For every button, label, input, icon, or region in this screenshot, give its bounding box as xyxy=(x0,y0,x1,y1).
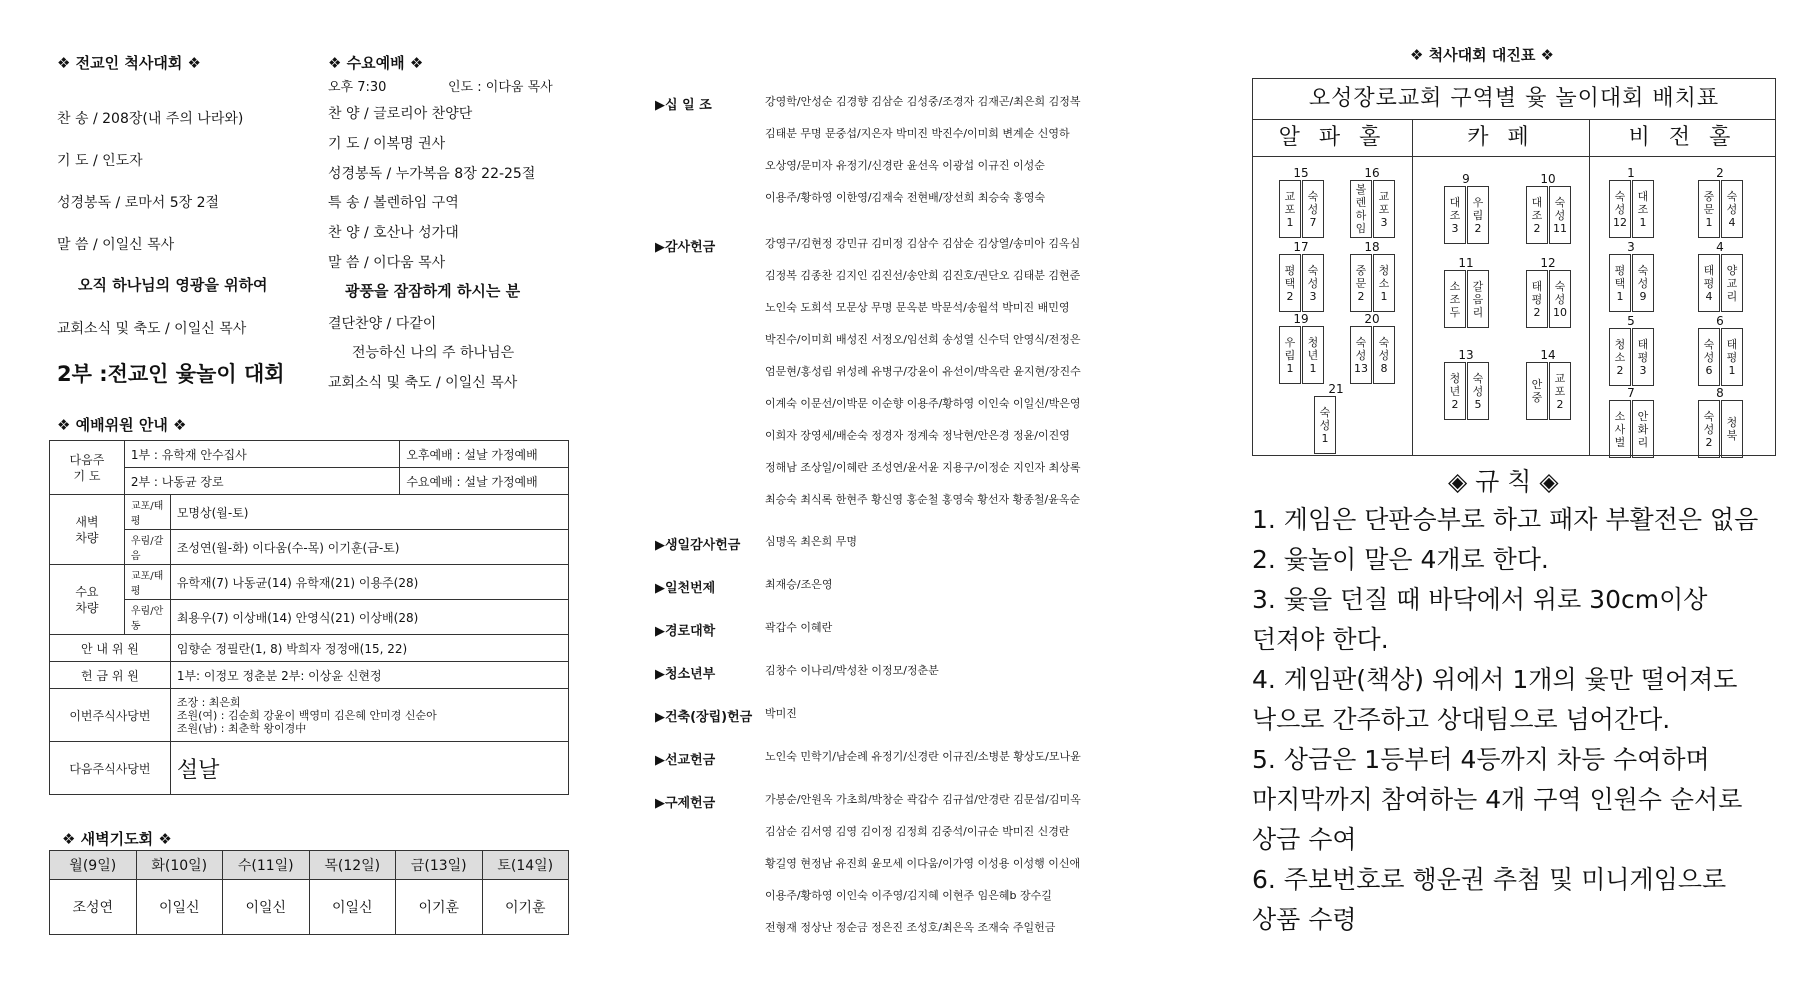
team-number: 16 xyxy=(1364,166,1380,180)
offering-names xyxy=(765,228,1081,516)
rule-line: 4. 게임판(책상) 위에서 1개의 윷만 떨어져도 xyxy=(1252,665,1738,694)
team-2 xyxy=(1697,166,1743,238)
team-number: 12 xyxy=(1540,256,1556,270)
offering-label: ▶건축(장립)헌금 xyxy=(655,710,753,725)
dawn-leader: 이일신 xyxy=(309,880,396,935)
meal-duty-this-week: 조장 : 최은희 조원(여) : 김순희 강윤이 백영미 김은혜 안미경 신순아 조원(남) : 최춘학 왕이경中 xyxy=(170,689,568,742)
festival-prayer: 기 도 / 인도자 xyxy=(57,153,143,169)
offering-line: 강영학/안성순 김경향 김삼순 김성중/조경자 김재곤/최은희 김정복 xyxy=(765,95,1081,108)
offering-line: 김삼순 김서영 김영 김이정 김정희 김중석/이규순 박미진 신경란 xyxy=(765,825,1070,838)
offering-line: 김태분 무명 문중섭/지은자 박미진 박진수/이미희 변계순 신영하 xyxy=(765,127,1070,140)
usher-names: 임향순 정필란(1, 8) 박희자 정정애(15, 22) xyxy=(170,635,568,662)
offering-label: ▶생일감사헌금 xyxy=(655,538,741,553)
offering-line: 전형재 정상난 정순금 정은진 조성호/최은옥 조재숙 주일헌금 xyxy=(765,921,1056,934)
team-number: 6 xyxy=(1716,314,1724,328)
offering-label: ▶십 일 조 xyxy=(655,98,712,113)
offering-staff-label: 헌 금 위 원 xyxy=(50,662,171,689)
offering-label: ▶구제헌금 xyxy=(655,796,716,811)
offering-line: 이계숙 이문선/이박문 이순향 이용주/황하영 이인숙 이일신/박은영 xyxy=(765,397,1081,410)
dawn-day: 월(9일) xyxy=(50,851,137,880)
team-number: 3 xyxy=(1627,240,1635,254)
team-8 xyxy=(1697,386,1743,458)
section-title-bracket: ❖ 척사대회 대진표 ❖ xyxy=(1410,46,1554,64)
festival-part2: 2부 :전교인 윷놀이 대회 xyxy=(57,362,285,386)
team-slot: 우 림 1 xyxy=(1279,326,1301,384)
team-7 xyxy=(1608,386,1654,458)
zone-label: 알 파 홀 xyxy=(1253,120,1412,157)
team-slot: 청 년 1 xyxy=(1302,326,1324,384)
wednesday-sermon-title: 광풍을 잠잠하게 하시는 분 xyxy=(345,282,521,300)
team-slot: 숙 성 1 xyxy=(1314,396,1336,454)
team-slot: 평 택 1 xyxy=(1609,254,1631,312)
wednesday-service: 수요예배 : 설날 가정예배 xyxy=(400,468,569,495)
team-number: 17 xyxy=(1293,240,1309,254)
yut-bracket-board xyxy=(1252,78,1776,456)
offering-label: ▶선교헌금 xyxy=(655,753,716,768)
dawn-route1: 교포/태평 xyxy=(124,495,170,530)
dawn-route2-drivers: 조성연(월-화) 이다움(수-목) 이기훈(금-토) xyxy=(170,530,568,565)
team-slot: 중 문 2 xyxy=(1350,254,1372,312)
offering-line: 최재승/조은영 xyxy=(765,578,833,591)
dawn-leader: 이기훈 xyxy=(396,880,483,935)
wednesday-news: 교회소식 및 축도 / 이일신 목사 xyxy=(328,375,518,391)
team-number: 2 xyxy=(1716,166,1724,180)
team-slot: 숙 성 5 xyxy=(1467,362,1489,420)
meal-duty-next-week: 설날 xyxy=(170,742,568,795)
team-slot: 태 평 3 xyxy=(1632,328,1654,386)
team-slot: 대 조 2 xyxy=(1526,186,1548,244)
team-14 xyxy=(1525,348,1571,420)
team-slot: 숙 성 12 xyxy=(1609,180,1631,238)
wednesday-special: 특 송 / 볼렌하임 구역 xyxy=(328,195,459,211)
dawn-leader: 이기훈 xyxy=(482,880,569,935)
team-number: 10 xyxy=(1540,172,1556,186)
team-slot: 청 북 xyxy=(1721,400,1743,458)
afternoon-service: 오후예배 : 설날 가정예배 xyxy=(400,441,569,468)
team-number: 18 xyxy=(1364,240,1380,254)
team-slot: 숙 성 2 xyxy=(1698,400,1720,458)
team-19 xyxy=(1278,312,1324,384)
zone-label: 카 페 xyxy=(1413,120,1589,157)
wednesday-closing-song: 전능하신 나의 주 하나님은 xyxy=(352,345,515,361)
festival-news: 교회소식 및 축도 / 이일신 목사 xyxy=(57,321,247,337)
offering-line: 가봉순/안원옥 가초희/박창순 곽갑수 김규섭/안경란 김문섭/김미옥 xyxy=(765,793,1081,806)
wed-vehicle-label: 수요 차량 xyxy=(50,565,125,635)
team-slot: 숙 성 10 xyxy=(1549,270,1571,328)
team-slot: 태 평 1 xyxy=(1721,328,1743,386)
team-slot: 교 포 1 xyxy=(1279,180,1301,238)
offering-names xyxy=(765,86,1081,214)
team-slot: 숙 성 4 xyxy=(1721,180,1743,238)
zone-cafe xyxy=(1413,120,1589,455)
rule-line: 2. 윷놀이 말은 4개로 한다. xyxy=(1252,545,1549,574)
section-title-dawn-prayer: ❖ 새벽기도회 ❖ xyxy=(62,830,172,848)
dawn-prayer-table xyxy=(49,850,569,935)
offering-line: 박진수/이미희 배성진 서정오/임선희 송성열 신수덕 안영식/전정은 xyxy=(765,333,1081,346)
rule-line: 5. 상금은 1등부터 4등까지 차등 수여하며 xyxy=(1252,745,1710,774)
team-number: 8 xyxy=(1716,386,1724,400)
wednesday-leader: 인도 : 이다움 목사 xyxy=(448,80,553,95)
team-12 xyxy=(1525,256,1571,328)
offering-line: 노인숙 도희석 모문상 무명 문옥분 박문석/송월석 박미진 배민영 xyxy=(765,301,1070,314)
offering-line: 김창수 이나리/박성찬 이정모/정춘분 xyxy=(765,664,939,677)
team-slot: 태 평 2 xyxy=(1526,270,1548,328)
team-slot: 태 평 4 xyxy=(1698,254,1720,312)
worship-staff-table xyxy=(49,440,569,795)
team-number: 20 xyxy=(1364,312,1380,326)
team-slot: 숙 성 9 xyxy=(1632,254,1654,312)
offering-line: 이용주/황하영 이인숙 이주영/김지혜 이현주 임은혜b 장수길 xyxy=(765,889,1052,902)
team-slot: 양 교 리 xyxy=(1721,254,1743,312)
offering-line: 박미진 xyxy=(765,707,797,720)
team-slot: 숙 성 13 xyxy=(1350,326,1372,384)
team-slot: 중 문 1 xyxy=(1698,180,1720,238)
team-slot: 우 림 2 xyxy=(1467,186,1489,244)
team-21 xyxy=(1313,382,1359,454)
dawn-day: 수(11일) xyxy=(223,851,310,880)
wednesday-time: 오후 7:30 xyxy=(328,80,387,95)
wednesday-choir: 찬 양 / 호산나 성가대 xyxy=(328,225,459,241)
wed-route2-drivers: 최용우(7) 이상배(14) 안영식(21) 이상배(28) xyxy=(170,600,568,635)
meal-duty-next-week-label: 다음주식사당번 xyxy=(50,742,171,795)
team-slot: 안 화 리 xyxy=(1632,400,1654,458)
team-number: 15 xyxy=(1293,166,1309,180)
wed-route1: 교포/태평 xyxy=(124,565,170,600)
wednesday-prayer: 기 도 / 이복명 권사 xyxy=(328,136,446,152)
team-number: 19 xyxy=(1293,312,1309,326)
team-13 xyxy=(1443,348,1489,420)
dawn-leader: 이일신 xyxy=(223,880,310,935)
team-number: 14 xyxy=(1540,348,1556,362)
offering-line: 최승숙 최식록 한현주 황신영 홍순철 홍영숙 황선자 황종철/윤옥순 xyxy=(765,493,1081,506)
wednesday-praise: 찬 양 / 글로리아 찬양단 xyxy=(328,106,473,122)
team-slot: 평 택 2 xyxy=(1279,254,1301,312)
team-slot: 숙 성 3 xyxy=(1302,254,1324,312)
prayer-part2: 2부 : 나동균 장로 xyxy=(124,468,399,495)
dawn-day: 화(10일) xyxy=(136,851,223,880)
team-slot: 소 조 두 xyxy=(1444,270,1466,328)
team-17 xyxy=(1278,240,1324,312)
team-1 xyxy=(1608,166,1654,238)
dawn-day: 토(14일) xyxy=(482,851,569,880)
meal-duty-this-week-label: 이번주식사당번 xyxy=(50,689,171,742)
board-title: 오성장로교회 구역별 윷 놀이대회 배치표 xyxy=(1253,79,1775,120)
offering-line: 노인숙 민학기/남순례 유정기/신경란 이규진/소병분 황상도/모나윤 xyxy=(765,750,1081,763)
offering-staff-names: 1부: 이정모 정춘분 2부: 이상윤 신현정 xyxy=(170,662,568,689)
team-slot: 대 조 1 xyxy=(1632,180,1654,238)
dawn-route1-drivers: 모명상(월-토) xyxy=(170,495,568,530)
festival-sermon: 말 씀 / 이일신 목사 xyxy=(57,237,175,253)
offering-label: ▶일천번제 xyxy=(655,581,716,596)
team-number: 9 xyxy=(1462,172,1470,186)
dawn-leader: 이일신 xyxy=(136,880,223,935)
team-slot: 숙 성 8 xyxy=(1373,326,1395,384)
dawn-day: 목(12일) xyxy=(309,851,396,880)
team-number: 1 xyxy=(1627,166,1635,180)
offering-line: 이용주/황하영 이한영/김재숙 전현배/장선희 최승숙 홍영숙 xyxy=(765,191,1046,204)
team-3 xyxy=(1608,240,1654,312)
team-16 xyxy=(1349,166,1395,238)
team-number: 7 xyxy=(1627,386,1635,400)
festival-hymn: 찬 송 / 208장(내 주의 나라와) xyxy=(57,111,244,127)
rule-line: 6. 주보번호로 행운권 추첨 및 미니게임으로 xyxy=(1252,865,1727,894)
team-slot: 숙 성 7 xyxy=(1302,180,1324,238)
usher-label: 안 내 위 원 xyxy=(50,635,171,662)
team-slot: 숙 성 6 xyxy=(1698,328,1720,386)
rule-line: 3. 윷을 던질 때 바닥에서 위로 30cm이상 xyxy=(1252,585,1708,614)
section-title-wednesday: ❖ 수요예배 ❖ xyxy=(328,54,424,72)
team-slot: 볼 렌 하 임 xyxy=(1350,180,1372,238)
team-slot: 청 년 2 xyxy=(1444,362,1466,420)
offering-line: 강영구/김현정 강민규 김미정 김삼수 김삼순 김상열/송미아 김옥심 xyxy=(765,237,1081,250)
team-10 xyxy=(1525,172,1571,244)
offering-label: ▶경로대학 xyxy=(655,624,716,639)
team-slot: 숙 성 11 xyxy=(1549,186,1571,244)
team-number: 13 xyxy=(1458,348,1474,362)
team-number: 11 xyxy=(1458,256,1474,270)
offering-line: 황길영 현정남 유진희 윤모세 이다움/이가영 이성용 이성행 이신애 xyxy=(765,857,1081,870)
team-5 xyxy=(1608,314,1654,386)
rule-line: 마지막까지 참여하는 4개 구역 인원수 순서로 xyxy=(1252,785,1743,814)
offering-line: 오상영/문미자 유정기/신경란 윤선옥 이광섭 이규진 이성순 xyxy=(765,159,1045,172)
rule-line: 낙으로 간주하고 상대팀으로 넘어간다. xyxy=(1252,705,1671,734)
team-15 xyxy=(1278,166,1324,238)
dawn-day: 금(13일) xyxy=(396,851,483,880)
offering-line: 정해남 조상일/이혜란 조성연/윤서윤 지용구/이정순 지인자 최상록 xyxy=(765,461,1081,474)
wed-route1-drivers: 유학재(7) 나동균(14) 유학재(21) 이용주(28) xyxy=(170,565,568,600)
team-slot: 소 사 벌 xyxy=(1609,400,1631,458)
team-number: 21 xyxy=(1328,382,1344,396)
team-number: 4 xyxy=(1716,240,1724,254)
team-4 xyxy=(1697,240,1743,312)
team-slot: 교 포 3 xyxy=(1373,180,1395,238)
rule-line: 던져야 한다. xyxy=(1252,625,1389,654)
dawn-route2: 우림/갈음 xyxy=(124,530,170,565)
offering-line: 엄문현/홍성림 위성례 유병구/강윤이 유선이/박옥란 윤지현/장진수 xyxy=(765,365,1081,378)
offering-line: 이희자 장영세/배순숙 정경자 정계숙 정낙현/안은경 정윤/이진영 xyxy=(765,429,1070,442)
offering-line: 심명옥 최은희 무명 xyxy=(765,535,858,548)
team-slot: 청 소 2 xyxy=(1609,328,1631,386)
offering-line: 곽갑수 이혜란 xyxy=(765,621,833,634)
team-slot: 교 포 2 xyxy=(1549,362,1571,420)
team-slot: 갈 음 리 xyxy=(1467,270,1489,328)
zone-vision-hall xyxy=(1590,120,1775,455)
section-title-festival: ❖ 전교인 척사대회 ❖ xyxy=(57,54,201,72)
offering-names xyxy=(765,784,1081,944)
rules-title: ◈ 규 칙 ◈ xyxy=(1448,467,1559,496)
wednesday-sermon: 말 씀 / 이다움 목사 xyxy=(328,255,446,271)
rule-line: 상품 수령 xyxy=(1252,905,1357,934)
team-20 xyxy=(1349,312,1395,384)
rule-line: 1. 게임은 단판승부로 하고 패자 부활전은 없음 xyxy=(1252,505,1759,534)
festival-reading: 성경봉독 / 로마서 5장 2절 xyxy=(57,195,220,211)
prayer-part1: 1부 : 유학재 안수집사 xyxy=(124,441,399,468)
zone-alpha-hall xyxy=(1253,120,1412,455)
festival-motto: 오직 하나님의 영광을 위하여 xyxy=(78,276,268,294)
dawn-leader: 조성연 xyxy=(50,880,137,935)
team-slot: 안 중 xyxy=(1526,362,1548,420)
offering-label: ▶청소년부 xyxy=(655,667,716,682)
team-number: 5 xyxy=(1627,314,1635,328)
wednesday-closing: 결단찬양 / 다같이 xyxy=(328,316,437,332)
offering-line: 김정복 김종찬 김지인 김진선/송안희 김진호/권단오 김태분 김현준 xyxy=(765,269,1081,282)
next-week-prayer-label: 다음주 기 도 xyxy=(50,441,125,495)
team-9 xyxy=(1443,172,1489,244)
team-11 xyxy=(1443,256,1489,328)
team-6 xyxy=(1697,314,1743,386)
offering-label: ▶감사헌금 xyxy=(655,240,716,255)
rule-line: 상금 수여 xyxy=(1252,825,1357,854)
wednesday-reading: 성경봉독 / 누가복음 8장 22-25절 xyxy=(328,166,536,182)
team-18 xyxy=(1349,240,1395,312)
team-slot: 청 소 1 xyxy=(1373,254,1395,312)
section-title-worship-staff: ❖ 예배위원 안내 ❖ xyxy=(57,416,187,434)
zone-label: 비 전 홀 xyxy=(1590,120,1775,157)
wed-route2: 우림/안동 xyxy=(124,600,170,635)
team-slot: 대 조 3 xyxy=(1444,186,1466,244)
dawn-vehicle-label: 새벽 차량 xyxy=(50,495,125,565)
